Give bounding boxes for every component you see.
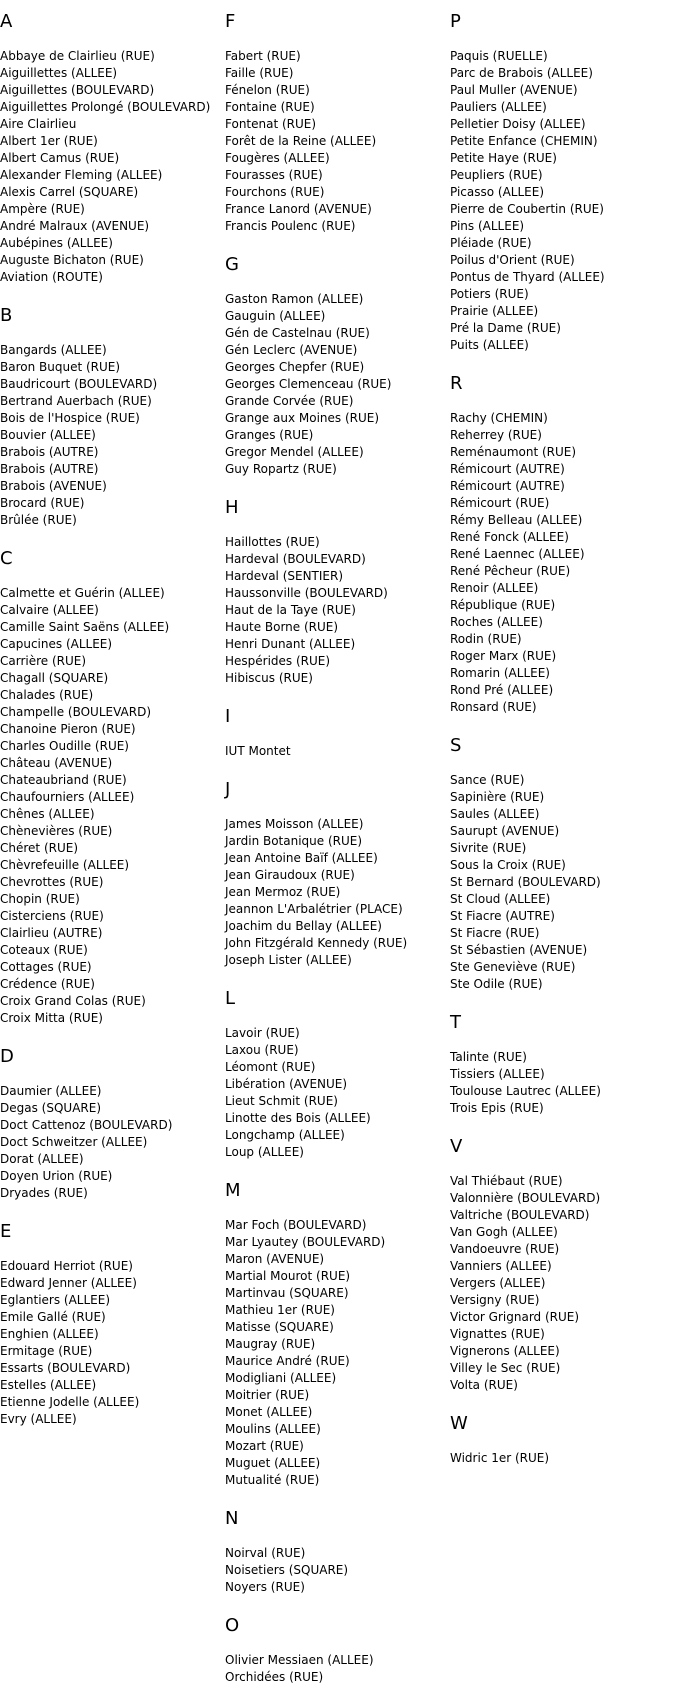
street-link[interactable]: Enghien (ALLEE) [0, 1327, 99, 1341]
letter-heading: G [225, 254, 239, 275]
street-link[interactable]: Aviation (ROUTE) [0, 270, 103, 284]
street-link[interactable]: St Bernard (BOULEVARD) [450, 875, 601, 889]
letter-heading: A [0, 11, 13, 32]
street-link[interactable]: Maugray (RUE) [225, 1337, 316, 1351]
street-link[interactable]: Emile Gallé (RUE) [0, 1310, 106, 1324]
street-link[interactable]: St Fiacre (AUTRE) [450, 909, 555, 923]
street-link[interactable]: Daumier (ALLEE) [0, 1084, 102, 1098]
street-link[interactable]: St Sébastien (AVENUE) [450, 943, 588, 957]
street-link[interactable]: Puits (ALLEE) [450, 338, 529, 352]
street-link[interactable]: Albert 1er (RUE) [0, 134, 98, 148]
street-link[interactable]: Chanoine Pieron (RUE) [0, 722, 136, 736]
letter-heading: N [225, 1508, 239, 1529]
street-link[interactable]: Noyers (RUE) [225, 1580, 305, 1594]
street-link[interactable]: Ampère (RUE) [0, 202, 85, 216]
street-link[interactable]: Talinte (RUE) [450, 1050, 527, 1064]
street-link[interactable]: Hibiscus (RUE) [225, 671, 313, 685]
street-link[interactable]: Haussonville (BOULEVARD) [225, 586, 388, 600]
street-link[interactable]: Moitrier (RUE) [225, 1388, 310, 1402]
street-link[interactable]: Versigny (RUE) [450, 1293, 540, 1307]
street-link[interactable]: René Laennec (ALLEE) [450, 547, 585, 561]
street-link[interactable]: Toulouse Lautrec (ALLEE) [450, 1084, 601, 1098]
street-link[interactable]: Jean Antoine Baïf (ALLEE) [225, 851, 378, 865]
street-link[interactable]: Petite Haye (RUE) [450, 151, 557, 165]
street-link[interactable]: Sivrite (RUE) [450, 841, 527, 855]
street-link[interactable]: Noirval (RUE) [225, 1546, 306, 1560]
letter-group [225, 1179, 447, 1489]
letter-heading: T [450, 1012, 461, 1033]
letter-group [450, 1412, 672, 1467]
street-link[interactable]: Edouard Herriot (RUE) [0, 1259, 133, 1273]
street-link[interactable]: Alexis Carrel (SQUARE) [0, 185, 139, 199]
street-link[interactable]: Carrière (RUE) [0, 654, 87, 668]
street-link[interactable]: Fourchons (RUE) [225, 185, 325, 199]
street-link[interactable]: Guy Ropartz (RUE) [225, 462, 337, 476]
letter-group [225, 1507, 447, 1596]
letter-heading: S [450, 735, 462, 756]
street-link[interactable]: Hardeval (SENTIER) [225, 569, 344, 583]
street-link[interactable]: Fourasses (RUE) [225, 168, 323, 182]
street-link[interactable]: Martial Mourot (RUE) [225, 1269, 351, 1283]
street-link[interactable]: Mar Lyautey (BOULEVARD) [225, 1235, 386, 1249]
street-link[interactable]: France Lanord (AVENUE) [225, 202, 372, 216]
letter-group [225, 705, 447, 760]
street-link[interactable]: Jean Giraudoux (RUE) [225, 868, 355, 882]
street-link[interactable]: Dorat (ALLEE) [0, 1152, 84, 1166]
street-link[interactable]: Chalades (RUE) [0, 688, 94, 702]
street-link[interactable]: Matisse (SQUARE) [225, 1320, 334, 1334]
letter-group [0, 1045, 222, 1202]
street-link[interactable]: Chènevières (RUE) [0, 824, 113, 838]
letter-heading: P [450, 11, 461, 32]
street-link[interactable]: Rachy (CHEMIN) [450, 411, 548, 425]
letter-heading: V [450, 1136, 463, 1157]
street-link[interactable]: Brabois (AUTRE) [0, 445, 99, 459]
street-link[interactable]: Edward Jenner (ALLEE) [0, 1276, 137, 1290]
letter-heading: E [0, 1221, 12, 1242]
street-link[interactable]: Brûlée (RUE) [0, 513, 77, 527]
street-link[interactable]: Jean Mermoz (RUE) [225, 885, 341, 899]
street-link[interactable]: Pelletier Doisy (ALLEE) [450, 117, 586, 131]
street-link[interactable]: Croix Grand Colas (RUE) [0, 994, 146, 1008]
letter-heading: J [225, 779, 231, 800]
street-link[interactable]: Aiguillettes (ALLEE) [0, 66, 118, 80]
street-link[interactable]: Paquis (RUELLE) [450, 49, 548, 63]
street-link[interactable]: Chevrottes (RUE) [0, 875, 104, 889]
street-link[interactable]: Noisetiers (SQUARE) [225, 1563, 349, 1577]
street-link[interactable]: Cisterciens (RUE) [0, 909, 104, 923]
street-link[interactable]: Gén de Castelnau (RUE) [225, 326, 370, 340]
street-link[interactable]: Chagall (SQUARE) [0, 671, 109, 685]
street-link[interactable]: Capucines (ALLEE) [0, 637, 113, 651]
street-link[interactable]: Modigliani (ALLEE) [225, 1371, 337, 1385]
street-link[interactable]: Rodin (RUE) [450, 632, 522, 646]
street-link[interactable]: Pauliers (ALLEE) [450, 100, 547, 114]
street-link[interactable]: Chateaubriand (RUE) [0, 773, 127, 787]
street-link[interactable]: Potiers (RUE) [450, 287, 529, 301]
letter-group [225, 253, 447, 478]
street-link[interactable]: Aiguillettes (BOULEVARD) [0, 83, 155, 97]
street-link[interactable]: Sance (RUE) [450, 773, 525, 787]
street-link[interactable]: Martinvau (SQUARE) [225, 1286, 349, 1300]
street-link[interactable]: Crédence (RUE) [0, 977, 95, 991]
letter-heading: R [450, 373, 463, 394]
street-link[interactable]: Chênes (ALLEE) [0, 807, 95, 821]
street-link[interactable]: Roches (ALLEE) [450, 615, 543, 629]
letter-group [450, 1011, 672, 1117]
street-link[interactable]: Joseph Lister (ALLEE) [225, 953, 352, 967]
street-link[interactable]: Estelles (ALLEE) [0, 1378, 97, 1392]
letter-heading: M [225, 1180, 241, 1201]
street-link[interactable]: René Fonck (ALLEE) [450, 530, 569, 544]
street-link[interactable]: Gauguin (ALLEE) [225, 309, 326, 323]
street-link[interactable]: Saurupt (AVENUE) [450, 824, 560, 838]
street-link[interactable]: Rémicourt (RUE) [450, 496, 550, 510]
street-link[interactable]: St Fiacre (RUE) [450, 926, 540, 940]
letter-group [225, 778, 447, 969]
street-link[interactable]: André Malraux (AVENUE) [0, 219, 150, 233]
street-link[interactable]: Grande Corvée (RUE) [225, 394, 354, 408]
letter-group [450, 1135, 672, 1394]
street-link[interactable]: Etienne Jodelle (ALLEE) [0, 1395, 140, 1409]
street-link[interactable]: Villey le Sec (RUE) [450, 1361, 561, 1375]
street-link[interactable]: Cottages (RUE) [0, 960, 92, 974]
street-link[interactable]: Pontus de Thyard (ALLEE) [450, 270, 605, 284]
letter-group [0, 10, 222, 286]
street-link[interactable]: Brabois (AUTRE) [0, 462, 99, 476]
street-link[interactable]: Bertrand Auerbach (RUE) [0, 394, 152, 408]
street-link[interactable]: Rémy Belleau (ALLEE) [450, 513, 583, 527]
street-link[interactable]: Georges Clemenceau (RUE) [225, 377, 392, 391]
street-link[interactable]: Doct Schweitzer (ALLEE) [0, 1135, 148, 1149]
street-link[interactable]: Léomont (RUE) [225, 1060, 316, 1074]
letter-heading: O [225, 1615, 240, 1636]
street-link[interactable]: Chaufourniers (ALLEE) [0, 790, 135, 804]
street-link[interactable]: Ermitage (RUE) [0, 1344, 93, 1358]
street-link[interactable]: Rémicourt (AUTRE) [450, 462, 565, 476]
street-link[interactable]: Fénelon (RUE) [225, 83, 310, 97]
letter-group [0, 304, 222, 529]
street-link[interactable]: Fougères (ALLEE) [225, 151, 330, 165]
index-column-2 [225, 10, 447, 1704]
street-link[interactable]: Peupliers (RUE) [450, 168, 543, 182]
letter-heading: I [225, 706, 231, 727]
street-link[interactable]: Pré la Dame (RUE) [450, 321, 561, 335]
street-link[interactable]: Sous la Croix (RUE) [450, 858, 566, 872]
street-link[interactable]: Petite Enfance (CHEMIN) [450, 134, 598, 148]
street-link[interactable]: Paul Muller (AVENUE) [450, 83, 578, 97]
street-link[interactable]: Valtriche (BOULEVARD) [450, 1208, 590, 1222]
street-link[interactable]: Saules (ALLEE) [450, 807, 540, 821]
street-link[interactable]: Rond Pré (ALLEE) [450, 683, 554, 697]
street-link[interactable]: Chèvrefeuille (ALLEE) [0, 858, 130, 872]
street-link[interactable]: Calvaire (ALLEE) [0, 603, 99, 617]
street-link[interactable]: Reherrey (RUE) [450, 428, 542, 442]
street-link[interactable]: Coteaux (RUE) [0, 943, 88, 957]
street-link[interactable]: Lieut Schmit (RUE) [225, 1094, 338, 1108]
street-link[interactable]: Doyen Urion (RUE) [0, 1169, 113, 1183]
street-link[interactable]: Gén Leclerc (AVENUE) [225, 343, 358, 357]
street-link[interactable]: Aire Clairlieu [0, 117, 77, 131]
letter-group [225, 10, 447, 235]
street-link[interactable]: Linotte des Bois (ALLEE) [225, 1111, 371, 1125]
street-link[interactable]: Sapinière (RUE) [450, 790, 545, 804]
letter-heading: F [225, 11, 236, 32]
street-link[interactable]: Vanniers (ALLEE) [450, 1259, 552, 1273]
street-link[interactable]: Renoir (ALLEE) [450, 581, 539, 595]
street-link[interactable]: Degas (SQUARE) [0, 1101, 101, 1115]
letter-group [0, 547, 222, 1027]
street-link[interactable]: Aubépines (ALLEE) [0, 236, 113, 250]
street-link[interactable]: Georges Chepfer (RUE) [225, 360, 365, 374]
street-link[interactable]: Maurice André (RUE) [225, 1354, 350, 1368]
street-link[interactable]: Auguste Bichaton (RUE) [0, 253, 144, 267]
index-column-1 [0, 10, 222, 1446]
street-link[interactable]: Forêt de la Reine (ALLEE) [225, 134, 377, 148]
street-link[interactable]: Pléiade (RUE) [450, 236, 532, 250]
street-link[interactable]: Aiguillettes Prolongé (BOULEVARD) [0, 100, 211, 114]
street-link[interactable]: Mozart (RUE) [225, 1439, 304, 1453]
letter-group [225, 987, 447, 1161]
street-link[interactable]: Prairie (ALLEE) [450, 304, 539, 318]
street-link[interactable]: Mutualité (RUE) [225, 1473, 320, 1487]
street-link[interactable]: Gaston Ramon (ALLEE) [225, 292, 364, 306]
street-link[interactable]: Haut de la Taye (RUE) [225, 603, 356, 617]
street-link[interactable]: Champelle (BOULEVARD) [0, 705, 152, 719]
street-link[interactable]: Château (AVENUE) [0, 756, 113, 770]
street-link[interactable]: Jeannon L'Arbalétrier (PLACE) [225, 902, 403, 916]
letter-group [225, 1614, 447, 1686]
street-link[interactable]: Olivier Messiaen (ALLEE) [225, 1653, 374, 1667]
street-link[interactable]: Charles Oudille (RUE) [0, 739, 129, 753]
street-link[interactable]: Roger Marx (RUE) [450, 649, 557, 663]
street-link[interactable]: République (RUE) [450, 598, 556, 612]
street-link[interactable]: Monet (ALLEE) [225, 1405, 313, 1419]
street-link[interactable]: Mathieu 1er (RUE) [225, 1303, 335, 1317]
street-link[interactable]: Francis Poulenc (RUE) [225, 219, 356, 233]
street-link[interactable]: Hespérides (RUE) [225, 654, 331, 668]
street-link[interactable]: Hardeval (BOULEVARD) [225, 552, 366, 566]
street-link[interactable]: Evry (ALLEE) [0, 1412, 77, 1426]
street-link[interactable]: Trois Epis (RUE) [450, 1101, 544, 1115]
street-link[interactable]: Parc de Brabois (ALLEE) [450, 66, 593, 80]
street-link[interactable]: Jardin Botanique (RUE) [225, 834, 363, 848]
letter-heading: B [0, 305, 13, 326]
street-link[interactable]: Calmette et Guérin (ALLEE) [0, 586, 165, 600]
street-link[interactable]: Granges (RUE) [225, 428, 314, 442]
street-link[interactable]: Vignerons (ALLEE) [450, 1344, 560, 1358]
street-link[interactable]: Widric 1er (RUE) [450, 1451, 550, 1465]
letter-heading: L [225, 988, 236, 1009]
street-link[interactable]: Croix Mitta (RUE) [0, 1011, 103, 1025]
street-link[interactable]: Vandoeuvre (RUE) [450, 1242, 560, 1256]
street-link[interactable]: Mar Foch (BOULEVARD) [225, 1218, 367, 1232]
street-link[interactable]: Grange aux Moines (RUE) [225, 411, 380, 425]
street-link[interactable]: Vergers (ALLEE) [450, 1276, 546, 1290]
street-link[interactable]: Haillottes (RUE) [225, 535, 320, 549]
street-link[interactable]: Lavoir (RUE) [225, 1026, 300, 1040]
street-link[interactable]: Fabert (RUE) [225, 49, 301, 63]
street-link[interactable]: Baudricourt (BOULEVARD) [0, 377, 158, 391]
street-link[interactable]: John Fitzgérald Kennedy (RUE) [225, 936, 408, 950]
street-link[interactable]: Val Thiébaut (RUE) [450, 1174, 563, 1188]
street-link[interactable]: Maron (AVENUE) [225, 1252, 325, 1266]
letter-group [450, 10, 672, 354]
letter-group [450, 734, 672, 993]
street-link[interactable]: IUT Montet [225, 744, 291, 758]
street-link[interactable]: Camille Saint Saëns (ALLEE) [0, 620, 170, 634]
street-link[interactable]: Poilus d'Orient (RUE) [450, 253, 575, 267]
street-link[interactable]: Victor Grignard (RUE) [450, 1310, 580, 1324]
street-link[interactable]: Eglantiers (ALLEE) [0, 1293, 111, 1307]
street-link[interactable]: Chéret (RUE) [0, 841, 79, 855]
street-link[interactable]: Bois de l'Hospice (RUE) [0, 411, 140, 425]
street-link[interactable]: Fontaine (RUE) [225, 100, 315, 114]
street-link[interactable]: Bangards (ALLEE) [0, 343, 107, 357]
letter-heading: W [450, 1413, 468, 1434]
letter-heading: H [225, 497, 239, 518]
letter-group [225, 496, 447, 687]
street-link[interactable]: Clairlieu (AUTRE) [0, 926, 103, 940]
street-link[interactable]: Ste Odile (RUE) [450, 977, 543, 991]
street-link[interactable]: Picasso (ALLEE) [450, 185, 545, 199]
street-link[interactable]: Pins (ALLEE) [450, 219, 525, 233]
street-link[interactable]: Moulins (ALLEE) [225, 1422, 321, 1436]
index-column-3 [450, 10, 672, 1485]
letter-group [0, 1220, 222, 1428]
street-link[interactable]: Laxou (RUE) [225, 1043, 299, 1057]
street-link[interactable]: Loup (ALLEE) [225, 1145, 304, 1159]
street-link[interactable]: Romarin (ALLEE) [450, 666, 550, 680]
street-link[interactable]: Abbaye de Clairlieu (RUE) [0, 49, 155, 63]
street-link[interactable]: Fontenat (RUE) [225, 117, 317, 131]
letter-heading: C [0, 548, 13, 569]
street-link[interactable]: Gregor Mendel (ALLEE) [225, 445, 364, 459]
street-link[interactable]: Joachim du Bellay (ALLEE) [225, 919, 382, 933]
street-link[interactable]: Henri Dunant (ALLEE) [225, 637, 356, 651]
street-link[interactable]: Essarts (BOULEVARD) [0, 1361, 131, 1375]
street-link[interactable]: Ste Geneviève (RUE) [450, 960, 576, 974]
street-link[interactable]: Vignattes (RUE) [450, 1327, 545, 1341]
street-link[interactable]: Orchidées (RUE) [225, 1670, 324, 1684]
street-link[interactable]: Doct Cattenoz (BOULEVARD) [0, 1118, 173, 1132]
street-link[interactable]: Faille (RUE) [225, 66, 294, 80]
street-link[interactable]: Brocard (RUE) [0, 496, 85, 510]
street-link[interactable]: Tissiers (ALLEE) [450, 1067, 545, 1081]
street-link[interactable]: Alexander Fleming (ALLEE) [0, 168, 163, 182]
street-link[interactable]: Bouvier (ALLEE) [0, 428, 96, 442]
street-link[interactable]: Longchamp (ALLEE) [225, 1128, 345, 1142]
street-link[interactable]: Valonnière (BOULEVARD) [450, 1191, 601, 1205]
street-link[interactable]: Volta (RUE) [450, 1378, 518, 1392]
street-link[interactable]: Muguet (ALLEE) [225, 1456, 321, 1470]
street-link[interactable]: Brabois (AVENUE) [0, 479, 107, 493]
street-link[interactable]: Albert Camus (RUE) [0, 151, 120, 165]
street-link[interactable]: Reménaumont (RUE) [450, 445, 577, 459]
street-link[interactable]: Libération (AVENUE) [225, 1077, 348, 1091]
street-link[interactable]: Baron Buquet (RUE) [0, 360, 121, 374]
street-link[interactable]: René Pêcheur (RUE) [450, 564, 571, 578]
street-link[interactable]: Ronsard (RUE) [450, 700, 537, 714]
letter-heading: D [0, 1046, 14, 1067]
street-link[interactable]: James Moisson (ALLEE) [225, 817, 364, 831]
street-link[interactable]: Chopin (RUE) [0, 892, 80, 906]
street-link[interactable]: Haute Borne (RUE) [225, 620, 339, 634]
street-link[interactable]: Pierre de Coubertin (RUE) [450, 202, 604, 216]
street-link[interactable]: St Cloud (ALLEE) [450, 892, 551, 906]
street-link[interactable]: Van Gogh (ALLEE) [450, 1225, 558, 1239]
street-link[interactable]: Dryades (RUE) [0, 1186, 88, 1200]
street-link[interactable]: Rémicourt (AUTRE) [450, 479, 565, 493]
letter-group [450, 372, 672, 716]
